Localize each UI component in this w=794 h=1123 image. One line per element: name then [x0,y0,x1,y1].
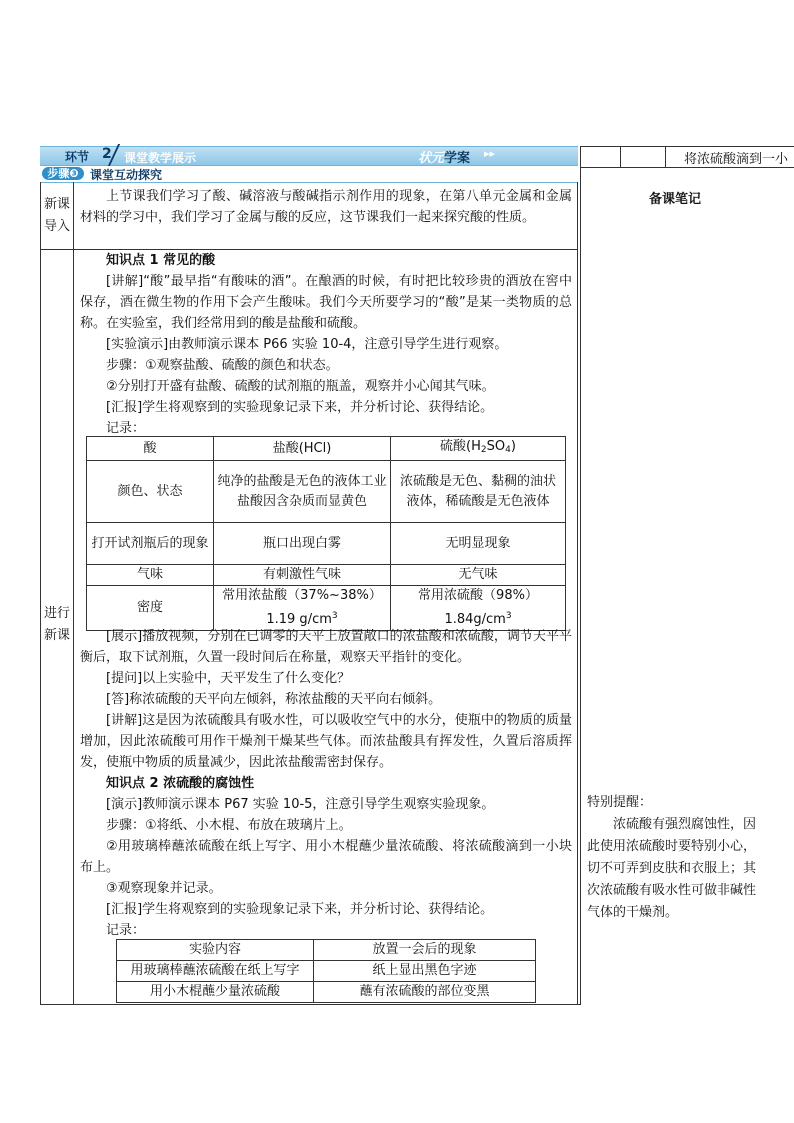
paragraph: [答]称浓硫酸的天平向左倾斜，称浓盐酸的天平向右倾斜。 [106,692,442,707]
table-border [40,182,41,1004]
paragraph: [展示]播放视频，分别在已调零的天平上放置敞口的浓盐酸和浓硫酸，调节天平平衡后，取下试剂瓶，久置一段时间后在称量，观察天平指针的变化。 [80,629,572,665]
tip-text: 浓硫酸有强烈腐蚀性，因此使用浓硫酸时要特别小心，切不可弄到皮肤和衣服上；其次浓硫酸有吸水性可做非碱性气体的干燥剂。 [587,817,757,920]
paragraph: [汇报]学生将观察到的实验现象记录下来，并分析讨论、获得结论。 [106,902,494,917]
table-cell: 密度 [87,586,214,631]
segment-label: 环节 [65,150,90,164]
paragraph: [演示]教师演示课本 P67 实验 10-5，注意引导学生观察实验现象。 [106,797,495,812]
lesson-content [80,250,572,439]
paragraph: ②用玻璃棒蘸浓硫酸在纸上写字、用小木棍蘸少量浓硫酸、将浓硫酸滴到一小块布上。 [80,839,572,875]
step-badge: 步骤❸ [42,167,84,180]
table-header: 放置一会后的现象 [314,940,536,961]
table-border [40,1004,581,1005]
table-header: 盐酸(HCl) [214,437,391,461]
paragraph: [提问]以上实验中，天平发生了什么变化？ [106,671,351,686]
table-cell: 纯净的盐酸是无色的液体工业盐酸因含杂质而显黄色 [214,461,391,523]
intro-text [80,186,572,228]
strip-divider [620,147,621,167]
paragraph: [讲解]这是因为浓硫酸具有吸水性，可以吸收空气中的水分，使瓶中的物质的质量增加，因此浓硫酸可用作干燥剂干燥某些气体。而浓盐酸具有挥发性，久置后溶质挥发，使瓶中物质的质量减少，因此浓盐酸需密封保存。 [80,713,572,770]
table-cell: 颜色、状态 [87,461,214,523]
corrosion-table [116,939,536,1003]
section-header-bar [40,146,578,166]
table-header: 硫酸$(H_2SO_4)$ [391,437,566,461]
table-border [580,146,581,1004]
table-border [73,182,74,1004]
acid-properties-table [86,436,566,631]
arrow-icon: ▸▸ [484,147,496,160]
strip-text: 将浓硫酸滴到一小 [684,152,789,167]
table-cell: 常用浓硫酸（98%） $1.84g/cm^3$ [391,586,566,631]
paragraph: ③观察现象并记录。 [106,881,222,896]
segment-title: 课堂教学展示 [124,151,197,165]
paragraph: ②分别打开盛有盐酸、硫酸的试剂瓶的瓶盖，观察并小心闻其气味。 [106,379,495,394]
knowledge-point-1: 知识点 1 常见的酸 [106,253,216,268]
paragraph: 记录： [106,923,146,938]
step-title: 课堂互动探究 [90,168,163,182]
lesson-content-2 [80,626,572,941]
table-border [577,182,578,1004]
top-right-strip [580,146,794,168]
row-label-intro: 新课导入 [43,197,70,234]
special-tip [587,792,765,924]
table-header: 实验内容 [117,940,314,961]
notes-title: 备课笔记 [648,192,701,207]
table-cell: 气味 [87,565,214,586]
table-cell: 无气味 [391,565,566,586]
brand-logo: 状元学案 [418,151,471,166]
table-cell: 打开试剂瓶后的现象 [87,523,214,565]
knowledge-point-2: 知识点 2 浓硫酸的腐蚀性 [106,776,255,791]
paragraph: [实验演示]由教师演示课本 P66 实验 10-4，注意引导学生进行观察。 [106,337,508,352]
table-header: 酸 [87,437,214,461]
paragraph: 步骤：①观察盐酸、硫酸的颜色和状态。 [106,358,339,373]
intro-paragraph: 上节课我们学习了酸、碱溶液与酸碱指示剂作用的现象，在第八单元金属和金属材料的学习中，我们学习了金属与酸的反应，这节课我们一起来探究酸的性质。 [80,189,572,225]
paragraph: [讲解]“酸”最早指“有酸味的酒”。在酿酒的时候，有时把比较珍贵的酒放在窖中保存，酒在微生物的作用下会产生酸味。我们今天所要学习的“酸”是某一类物质的总称。在实验室，我们经常用到的酸是盐酸和硫酸。 [80,274,572,331]
table-cell: 无明显现象 [391,523,566,565]
table-cell: 常用浓盐酸（37%~38%） 1.19 $g/cm^3$ [214,586,391,631]
table-cell: 用小木棍蘸少量浓硫酸 [117,982,314,1003]
row-label-new: 进行新课 [43,606,70,643]
table-cell: 纸上显出黑色字迹 [314,961,536,982]
table-cell: 用玻璃棒蘸浓硫酸在纸上写字 [117,961,314,982]
strip-divider [665,147,666,167]
paragraph: 步骤：①将纸、小木棍、布放在玻璃片上。 [106,818,352,833]
table-cell: 瓶口出现白雾 [214,523,391,565]
segment-number: 2 [102,146,112,162]
paragraph: [汇报]学生将观察到的实验现象记录下来，并分析讨论、获得结论。 [106,400,494,415]
step-bar [40,166,578,183]
table-cell: 浓硫酸是无色、黏稠的油状液体，稀硫酸是无色液体 [391,461,566,523]
table-cell: 蘸有浓硫酸的部位变黑 [314,982,536,1003]
tip-title: 特别提醒： [587,795,653,810]
table-cell: 有刺激性气味 [214,565,391,586]
paragraph: 记录： [106,421,146,436]
